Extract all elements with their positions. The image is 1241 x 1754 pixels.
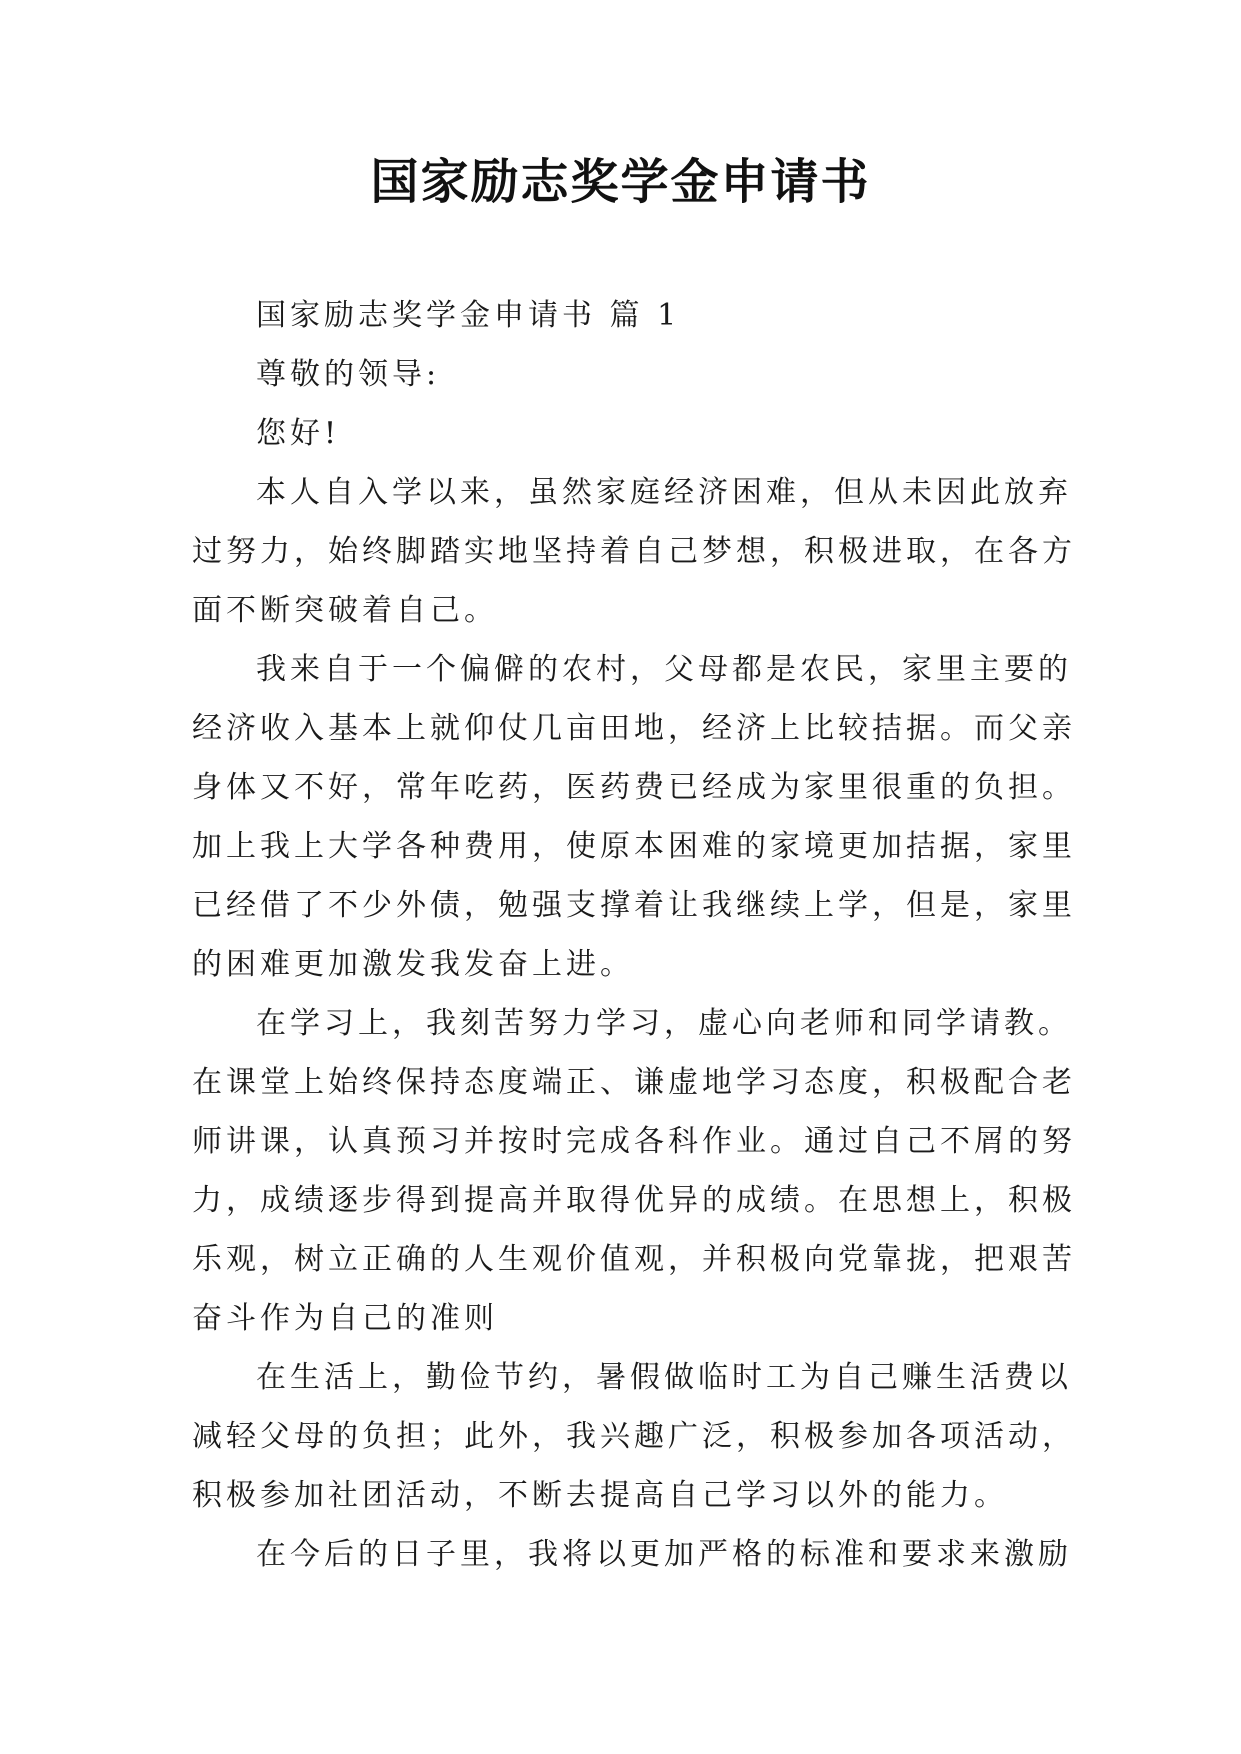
body-line: 乐观，树立正确的人生观价值观，并积极向党靠拢，把艰苦: [192, 1242, 1076, 1277]
body-line: 师讲课，认真预习并按时完成各科作业。通过自己不屑的努: [192, 1124, 1076, 1159]
body-line: 的困难更加激发我发奋上进。: [192, 947, 634, 982]
body-line: 国家励志奖学金申请书 篇 1: [256, 298, 681, 333]
body-line: 已经借了不少外债，勉强支撑着让我继续上学，但是，家里: [192, 888, 1076, 923]
body-line: 减轻父母的负担；此外，我兴趣广泛，积极参加各项活动，: [192, 1419, 1076, 1454]
body-line: 面不断突破着自己。: [192, 593, 498, 628]
body-line: 在课堂上始终保持态度端正、谦虚地学习态度，积极配合老: [192, 1065, 1076, 1100]
body-line: 身体又不好，常年吃药，医药费已经成为家里很重的负担。: [192, 770, 1076, 805]
document-body: [192, 286, 1076, 1584]
body-line: 在学习上，我刻苦努力学习，虚心向老师和同学请教。: [256, 1006, 1072, 1041]
body-line: 在生活上，勤俭节约，暑假做临时工为自己赚生活费以: [256, 1360, 1072, 1395]
body-line: 积极参加社团活动，不断去提高自己学习以外的能力。: [192, 1478, 1008, 1513]
body-line: 您好!: [256, 416, 341, 451]
body-line: 加上我上大学各种费用，使原本困难的家境更加拮据，家里: [192, 829, 1076, 864]
body-line: 本人自入学以来，虽然家庭经济困难，但从未因此放弃: [256, 475, 1072, 510]
body-line: 经济收入基本上就仰仗几亩田地，经济上比较拮据。而父亲: [192, 711, 1076, 746]
body-line: 力，成绩逐步得到提高并取得优异的成绩。在思想上，积极: [192, 1183, 1076, 1218]
document-title: 国家励志奖学金申请书: [370, 154, 871, 210]
body-line: 过努力，始终脚踏实地坚持着自己梦想，积极进取，在各方: [192, 534, 1076, 569]
body-line: 奋斗作为自己的准则: [192, 1301, 498, 1336]
body-line: 我来自于一个偏僻的农村，父母都是农民，家里主要的: [256, 652, 1072, 687]
body-line: 在今后的日子里，我将以更加严格的标准和要求来激励: [256, 1537, 1072, 1572]
body-line: 尊敬的领导:: [256, 357, 441, 392]
